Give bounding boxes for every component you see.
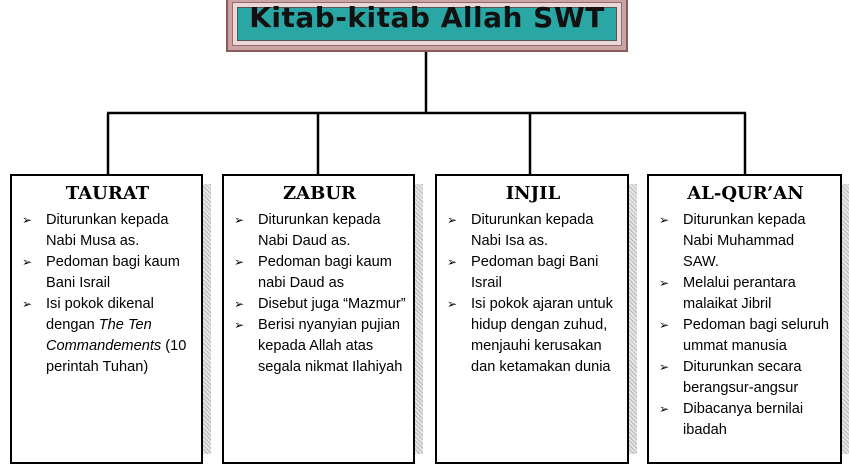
list-item: ➢ Isi pokok ajaran untuk hidup dengan zuhud, menjauhi kerusakan dan ketamakan dunia — [447, 296, 613, 375]
card-shadow — [842, 184, 849, 454]
arrow-bullet-icon: ➢ — [659, 276, 670, 290]
book-title: ZABUR — [283, 183, 356, 204]
book-card-alquran — [647, 174, 842, 464]
list-item: ➢ Diturunkan secara berangsur-angsur — [659, 359, 802, 396]
book-points — [232, 210, 407, 378]
arrow-bullet-icon: ➢ — [234, 255, 245, 269]
list-item: ➢ Pedoman bagi kaum nabi Daud as — [234, 254, 392, 291]
arrow-bullet-icon: ➢ — [22, 297, 33, 311]
book-title: INJIL — [505, 183, 561, 204]
arrow-bullet-icon: ➢ — [447, 213, 458, 227]
card-shadow — [629, 184, 637, 454]
arrow-bullet-icon: ➢ — [659, 213, 670, 227]
book-card-zabur — [222, 174, 415, 464]
card-shadow — [415, 184, 423, 454]
list-item: ➢ Diturunkan kepada Nabi Isa as. — [447, 212, 594, 249]
list-item: ➢ Dibacanya bernilai ibadah — [659, 401, 804, 438]
arrow-bullet-icon: ➢ — [234, 297, 245, 311]
book-points — [657, 210, 834, 441]
list-item: ➢ Pedoman bagi Bani Israil — [447, 254, 599, 291]
book-card-injil — [435, 174, 629, 464]
card-shadow — [203, 184, 211, 454]
arrow-bullet-icon: ➢ — [22, 213, 33, 227]
list-item: ➢ Berisi nyanyian pujian kepada Allah atas segala nikmat Ilahiyah — [234, 317, 403, 375]
arrow-bullet-icon: ➢ — [447, 297, 458, 311]
arrow-bullet-icon: ➢ — [234, 213, 245, 227]
arrow-bullet-icon: ➢ — [22, 255, 33, 269]
diagram-title: Kitab-kitab Allah SWT — [249, 0, 605, 34]
list-item: ➢ Pedoman bagi seluruh ummat manusia — [659, 317, 830, 354]
book-card-taurat — [10, 174, 203, 464]
arrow-bullet-icon: ➢ — [659, 318, 670, 332]
list-item: ➢ Diturunkan kepada Nabi Musa as. — [22, 212, 169, 249]
arrow-bullet-icon: ➢ — [659, 360, 670, 374]
list-item: ➢ Diturunkan kepada Nabi Muhammad SAW. — [659, 212, 806, 270]
list-item: ➢ Isi pokok dikenal dengan The Ten Commandements (10 perintah Tuhan) — [22, 296, 187, 375]
book-points — [20, 210, 195, 378]
arrow-bullet-icon: ➢ — [659, 402, 670, 416]
book-title: TAURAT — [65, 183, 150, 204]
arrow-bullet-icon: ➢ — [234, 318, 245, 332]
list-item: ➢ Disebut juga “Mazmur” — [232, 294, 407, 315]
list-item: ➢ Melalui perantara malaikat Jibril — [659, 275, 796, 312]
book-title: AL-QUR’AN — [687, 183, 804, 204]
arrow-bullet-icon: ➢ — [447, 255, 458, 269]
book-points — [445, 210, 621, 378]
list-item: ➢ Pedoman bagi kaum Bani Israil — [22, 254, 180, 291]
list-item: ➢ Diturunkan kepada Nabi Daud as. — [234, 212, 381, 249]
